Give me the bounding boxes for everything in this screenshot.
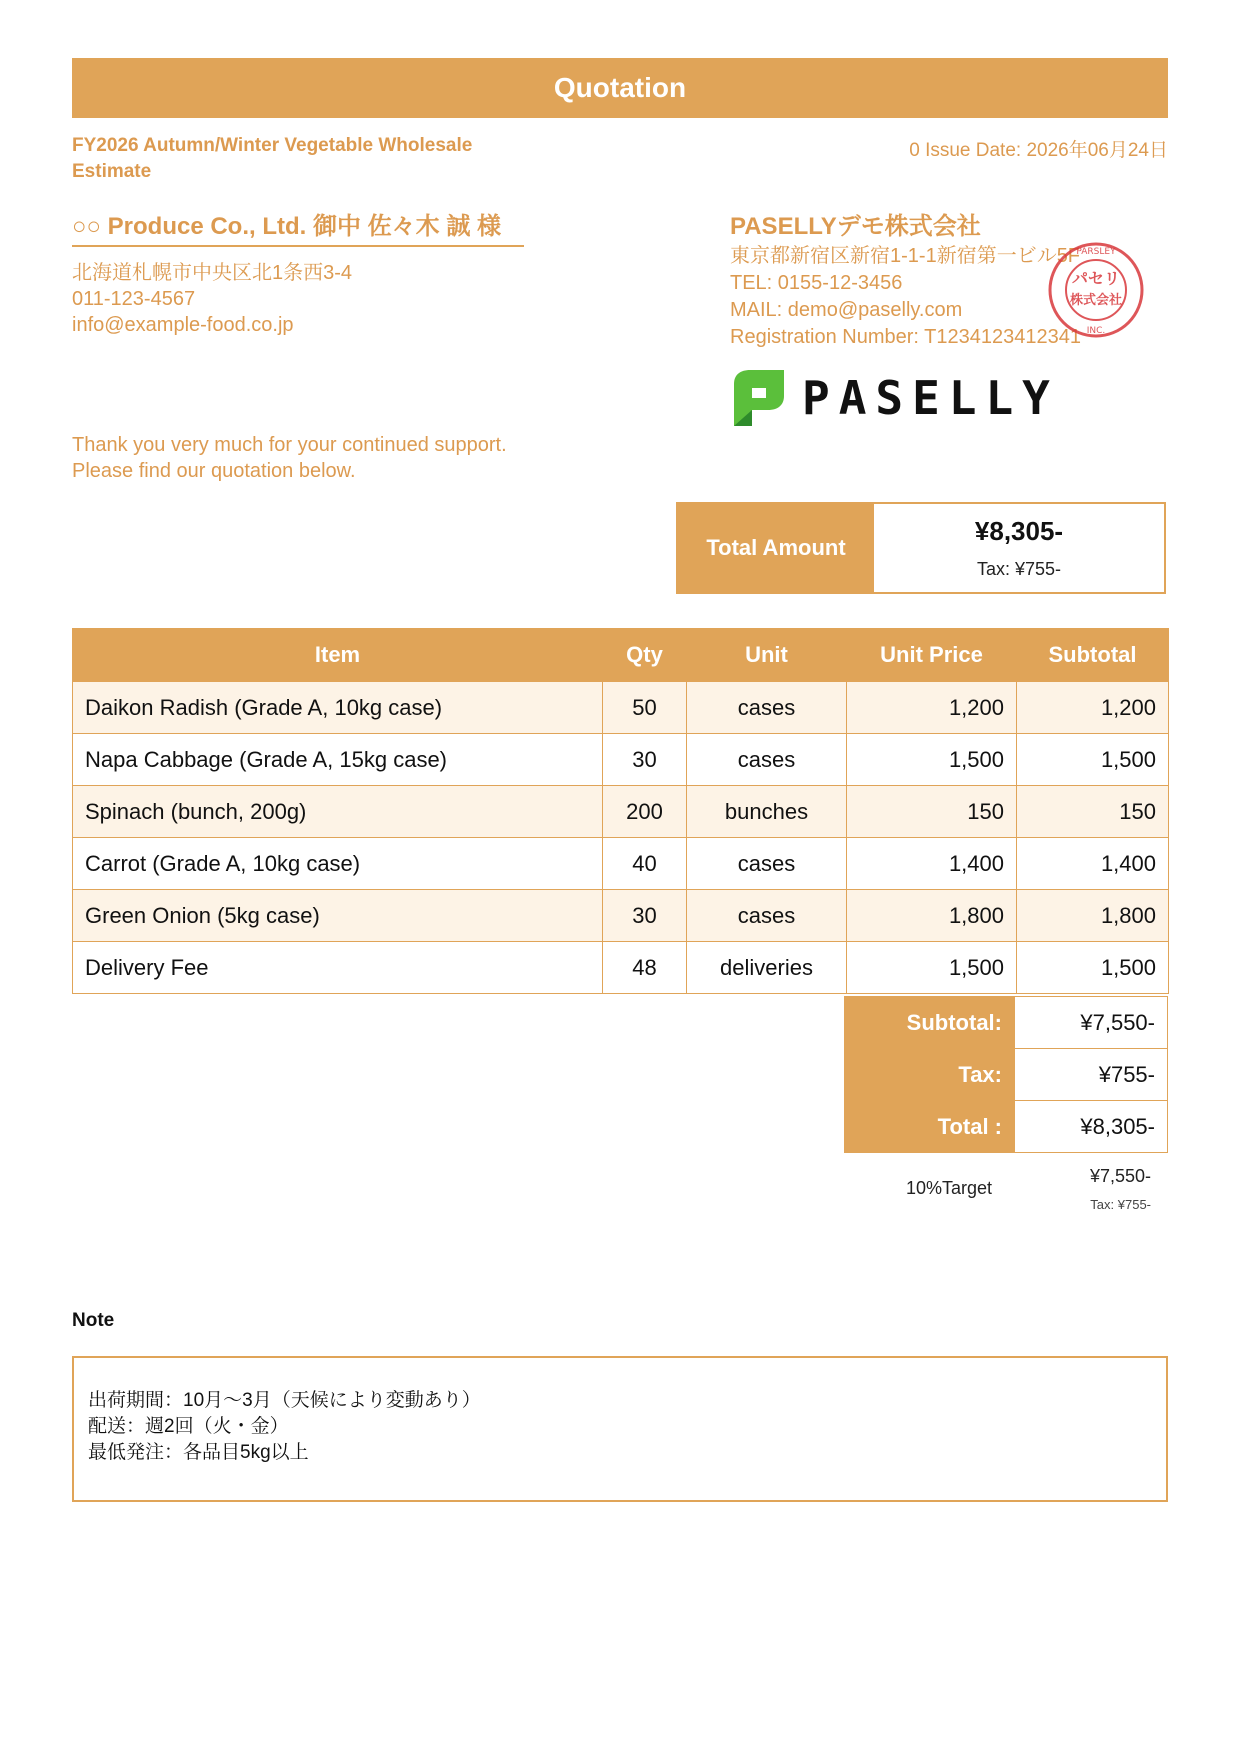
svg-text:PARSLEY: PARSLEY — [1076, 247, 1116, 257]
item-unit: cases — [687, 838, 847, 890]
item-name: Spinach (bunch, 200g) — [73, 786, 603, 838]
item-name: Green Onion (5kg case) — [73, 890, 603, 942]
summary-row-total — [845, 1101, 1168, 1153]
summary-row-subtotal — [845, 997, 1168, 1049]
item-subtotal: 1,400 — [1017, 838, 1169, 890]
document-subtitle: FY2026 Autumn/Winter Vegetable Wholesale Estimate — [72, 135, 473, 182]
client-email: info@example-food.co.jp — [72, 314, 294, 336]
item-unit-price: 1,500 — [847, 942, 1017, 994]
summary-tax-value: ¥755- — [1015, 1049, 1168, 1101]
item-unit-price: 1,400 — [847, 838, 1017, 890]
client-info — [72, 260, 524, 338]
greeting-line-2: Please find our quotation below. — [72, 460, 356, 482]
issue-date: 0 Issue Date: 2026年06月24日 — [909, 140, 1168, 161]
items-table — [72, 628, 1169, 994]
total-amount-box — [676, 502, 1166, 594]
table-row — [73, 734, 1169, 786]
total-amount-label: Total Amount — [678, 504, 874, 592]
item-subtotal: 1,800 — [1017, 890, 1169, 942]
greeting-line-1: Thank you very much for your continued support. — [72, 434, 507, 456]
header-item: Item — [73, 629, 603, 682]
item-name: Delivery Fee — [73, 942, 603, 994]
item-name: Daikon Radish (Grade A, 10kg case) — [73, 682, 603, 734]
summary-subtotal-label: Subtotal: — [845, 997, 1015, 1049]
paselly-leaf-icon — [730, 368, 786, 428]
item-qty: 40 — [603, 838, 687, 890]
item-subtotal: 1,200 — [1017, 682, 1169, 734]
company-seal-stamp-icon — [1046, 240, 1146, 340]
note-line: 出荷期間：10月〜3月（天候により変動あり） — [88, 1390, 481, 1411]
note-line: 最低発注：各品目5kg以上 — [88, 1442, 309, 1463]
summary-subtotal-value: ¥7,550- — [1015, 997, 1168, 1049]
item-unit: deliveries — [687, 942, 847, 994]
item-subtotal: 150 — [1017, 786, 1169, 838]
company-registration: Registration Number: T1234123412341 — [730, 326, 1081, 348]
tax-breakdown-tax: Tax: ¥755- — [1090, 1197, 1151, 1212]
item-unit-price: 1,500 — [847, 734, 1017, 786]
company-logo — [730, 368, 1059, 428]
items-table-header — [73, 629, 1169, 682]
svg-text:株式会社: 株式会社 — [1069, 293, 1123, 308]
item-qty: 48 — [603, 942, 687, 994]
item-unit: bunches — [687, 786, 847, 838]
item-qty: 30 — [603, 734, 687, 786]
company-name: PASELLYデモ株式会社 — [730, 213, 981, 240]
table-row — [73, 890, 1169, 942]
client-name: ○○ Produce Co., Ltd. 御中 佐々木 誠 様 — [72, 212, 524, 247]
tax-breakdown-base: ¥7,550- — [1089, 1166, 1151, 1186]
total-tax: Tax: ¥755- — [976, 559, 1062, 579]
table-row — [73, 942, 1169, 994]
item-subtotal: 1,500 — [1017, 942, 1169, 994]
header-subtotal: Subtotal — [1017, 629, 1169, 682]
item-unit-price: 1,200 — [847, 682, 1017, 734]
header-unit-price: Unit Price — [847, 629, 1017, 682]
item-qty: 200 — [603, 786, 687, 838]
summary-table — [844, 996, 1168, 1153]
item-unit-price: 150 — [847, 786, 1017, 838]
company-mail: MAIL: demo@paselly.com — [730, 299, 963, 321]
table-row — [73, 682, 1169, 734]
item-unit: cases — [687, 682, 847, 734]
client-address: 北海道札幌市中央区北1条西3-4 — [72, 262, 353, 284]
item-qty: 50 — [603, 682, 687, 734]
item-name: Napa Cabbage (Grade A, 15kg case) — [73, 734, 603, 786]
summary-tax-label: Tax: — [845, 1049, 1015, 1101]
header-unit: Unit — [687, 629, 847, 682]
item-unit-price: 1,800 — [847, 890, 1017, 942]
svg-text:パセリ: パセリ — [1071, 269, 1121, 288]
total-amount-value — [874, 504, 1164, 592]
note-title: Note — [72, 1310, 115, 1331]
summary-row-tax — [845, 1049, 1168, 1101]
company-logo-text: PASELLY — [802, 371, 1059, 425]
item-unit: cases — [687, 890, 847, 942]
client-block — [72, 212, 524, 338]
total-amount: ¥8,305- — [974, 516, 1064, 546]
summary-total-label: Total : — [845, 1101, 1015, 1153]
document-title: Quotation — [72, 58, 1168, 118]
summary-total-value: ¥8,305- — [1015, 1101, 1168, 1153]
note-line: 配送：週2回（火・金） — [88, 1416, 289, 1437]
item-subtotal: 1,500 — [1017, 734, 1169, 786]
svg-text:INC.: INC. — [1086, 326, 1106, 336]
table-row — [73, 838, 1169, 890]
table-row — [73, 786, 1169, 838]
item-name: Carrot (Grade A, 10kg case) — [73, 838, 603, 890]
header-qty: Qty — [603, 629, 687, 682]
client-phone: 011-123-4567 — [72, 288, 196, 310]
company-address: 東京都新宿区新宿1-1-1新宿第一ビル5F — [730, 245, 1081, 267]
item-qty: 30 — [603, 890, 687, 942]
tax-breakdown-label: 10%Target — [906, 1178, 993, 1198]
note-box — [72, 1356, 1168, 1502]
greeting — [72, 432, 507, 484]
company-tel: TEL: 0155-12-3456 — [730, 272, 903, 294]
item-unit: cases — [687, 734, 847, 786]
